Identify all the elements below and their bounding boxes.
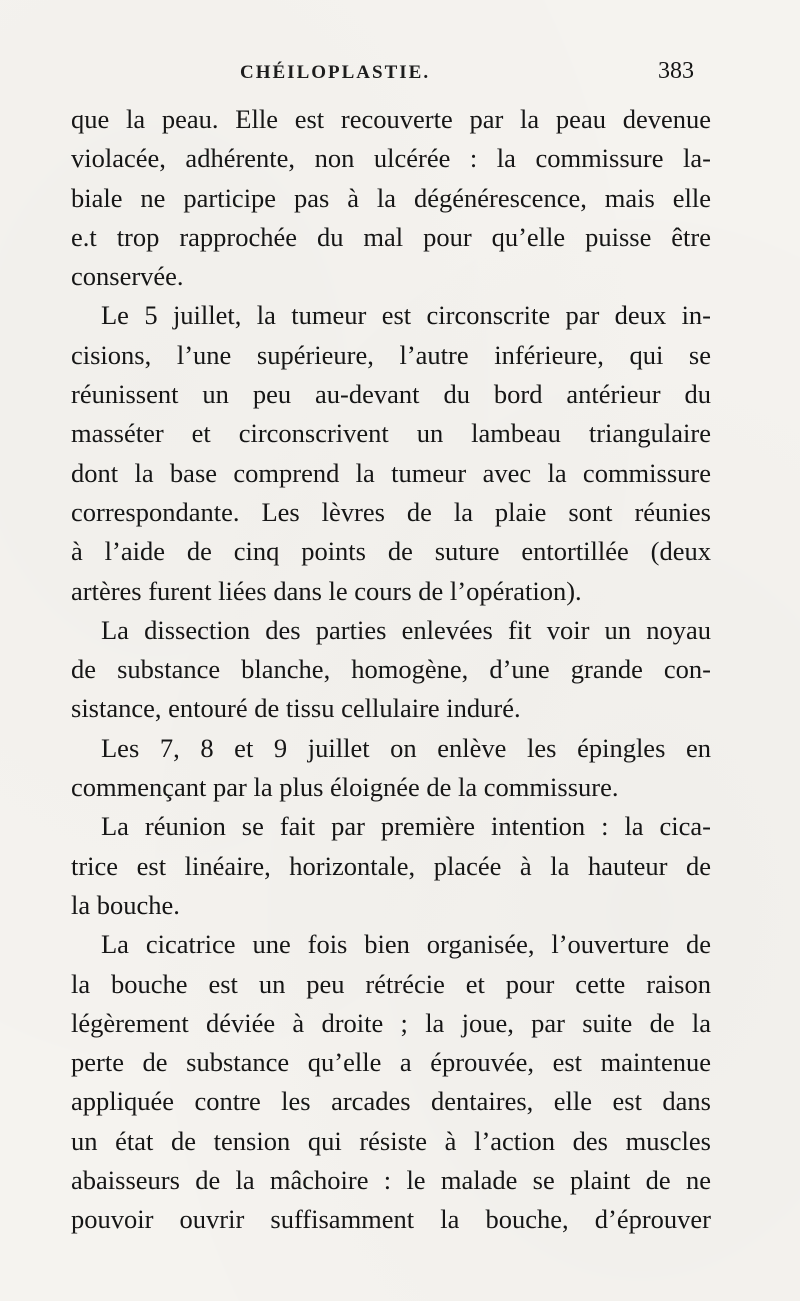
text-line: pouvoir ouvrir suffisamment la bouche, d’éprouver: [71, 1204, 711, 1235]
text-line: conservée.: [71, 261, 184, 292]
text-line: de substance blanche, homogène, d’une grande con-: [71, 654, 711, 685]
text-line: La réunion se fait par première intention : la cica-: [101, 811, 711, 842]
text-line: commençant par la plus éloignée de la commissure.: [71, 772, 619, 803]
text-line: réunissent un peu au-devant du bord antérieur du: [71, 379, 711, 410]
text-line: masséter et circonscrivent un lambeau triangulaire: [71, 418, 711, 449]
running-head: [0, 58, 800, 88]
text-line: Le 5 juillet, la tumeur est circonscrite par deux in-: [101, 300, 711, 331]
text-line: artères furent liées dans le cours de l’opération).: [71, 575, 582, 606]
text-line: trice est linéaire, horizontale, placée à la hauteur de: [71, 850, 711, 881]
text-line: perte de substance qu’elle a éprouvée, est maintenue: [71, 1047, 711, 1078]
text-line: sistance, entouré de tissu cellulaire induré.: [71, 693, 521, 724]
running-title: CHÉILOPLASTIE.: [240, 62, 431, 83]
text-line: légèrement déviée à droite ; la joue, par suite de la: [71, 1007, 711, 1038]
text-line: La cicatrice une fois bien organisée, l’ouverture de: [101, 929, 711, 960]
text-line: appliquée contre les arcades dentaires, elle est dans: [71, 1086, 711, 1117]
text-line: à l’aide de cinq points de suture entortillée (deux: [71, 536, 711, 567]
text-line: Les 7, 8 et 9 juillet on enlève les épingles en: [101, 732, 711, 763]
page-number: 383: [658, 58, 694, 84]
text-line: correspondante. Les lèvres de la plaie sont réunies: [71, 496, 711, 527]
body-text: [71, 100, 711, 1240]
text-line: la bouche est un peu rétrécie et pour cette raison: [71, 968, 711, 999]
text-line: un état de tension qui résiste à l’action des muscles: [71, 1125, 711, 1156]
text-line: La dissection des parties enlevées fit voir un noyau: [101, 614, 711, 645]
text-line: que la peau. Elle est recouverte par la peau devenue: [71, 104, 711, 134]
text-line: dont la base comprend la tumeur avec la commissure: [71, 457, 711, 488]
text-line: cisions, l’une supérieure, l’autre inférieure, qui se: [71, 339, 711, 370]
text-line: e.t trop rapprochée du mal pour qu’elle puisse être: [71, 221, 711, 252]
text-line: la bouche.: [71, 889, 180, 920]
text-line: violacée, adhérente, non ulcérée : la commissure la-: [71, 143, 711, 174]
text-line: biale ne participe pas à la dégénérescence, mais elle: [71, 182, 711, 213]
text-line: abaisseurs de la mâchoire : le malade se plaint de ne: [71, 1165, 711, 1196]
